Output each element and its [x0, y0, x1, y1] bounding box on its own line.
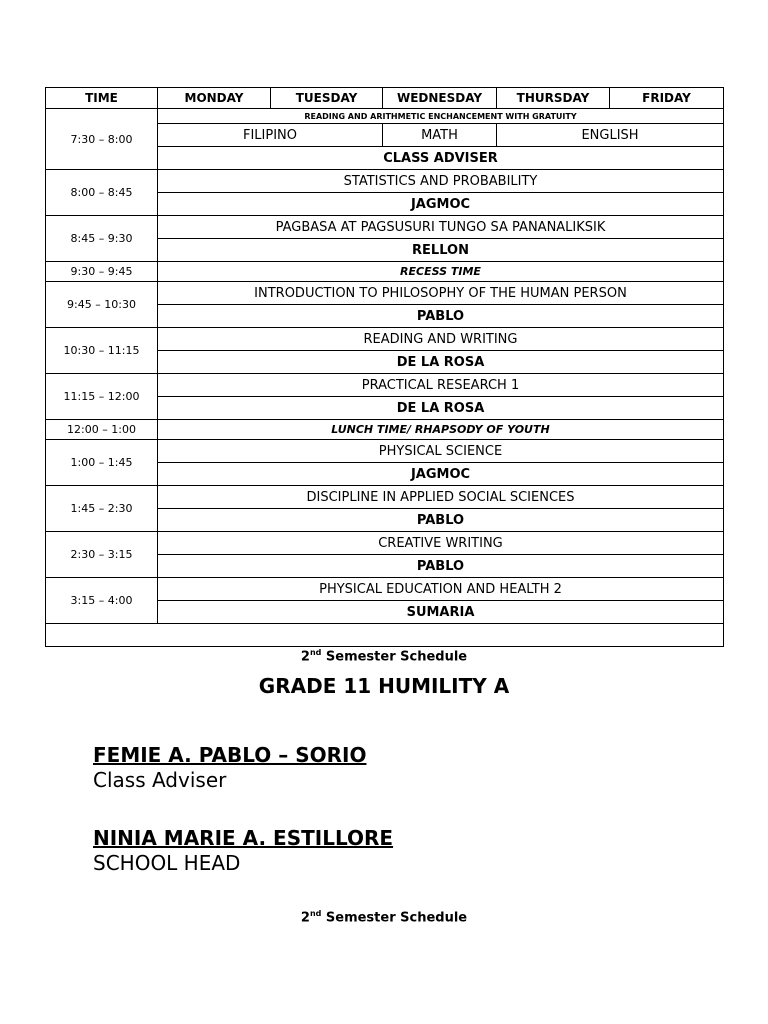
teacher-cell: PABLO — [158, 555, 724, 578]
subject-english: ENGLISH — [497, 124, 724, 147]
grade-title: GRADE 11 HUMILITY A — [258, 674, 510, 698]
subject-cell: READING AND WRITING — [158, 328, 724, 351]
teacher-cell: RELLON — [158, 239, 724, 262]
time-cell: 7:30 – 8:00 — [46, 109, 158, 170]
teacher-cell: PABLO — [158, 305, 724, 328]
table-row — [46, 262, 724, 282]
enhancement-banner: READING AND ARITHMETIC ENCHANCEMENT WITH GRATUITY — [158, 109, 724, 124]
caption-ordinal: 2 — [300, 649, 310, 665]
subject-math: MATH — [383, 124, 497, 147]
caption-suffix: nd — [309, 648, 322, 657]
subject-cell: DISCIPLINE IN APPLIED SOCIAL SCIENCES — [158, 486, 724, 509]
break-cell: LUNCH TIME/ RHAPSODY OF YOUTH — [158, 420, 724, 440]
teacher-cell: CLASS ADVISER — [158, 147, 724, 170]
table-row — [46, 282, 724, 305]
adviser-role: Class Adviser — [93, 768, 227, 792]
header-time: TIME — [46, 88, 158, 109]
subject-cell: CREATIVE WRITING — [158, 532, 724, 555]
head-name: NINIA MARIE A. ESTILLORE — [93, 826, 394, 850]
subject-cell: PHYSICAL EDUCATION AND HEALTH 2 — [158, 578, 724, 601]
time-cell: 11:15 – 12:00 — [46, 374, 158, 420]
teacher-cell: SUMARIA — [158, 601, 724, 624]
break-cell: RECESS TIME — [158, 262, 724, 282]
subject-filipino: FILIPINO — [158, 124, 383, 147]
time-cell: 8:00 – 8:45 — [46, 170, 158, 216]
time-cell: 1:45 – 2:30 — [46, 486, 158, 532]
header-thursday: THURSDAY — [497, 88, 610, 109]
caption-suffix: nd — [309, 909, 322, 918]
empty-row — [46, 624, 724, 647]
subject-cell: PRACTICAL RESEARCH 1 — [158, 374, 724, 397]
table-row — [46, 170, 724, 193]
table-row — [46, 328, 724, 351]
header-monday: MONDAY — [158, 88, 271, 109]
teacher-cell: DE LA ROSA — [158, 397, 724, 420]
adviser-name: FEMIE A. PABLO – SORIO — [93, 743, 367, 767]
table-row — [46, 420, 724, 440]
header-wednesday: WEDNESDAY — [383, 88, 497, 109]
semester-caption — [0, 648, 768, 664]
caption-text: Semester Schedule — [321, 649, 468, 665]
subject-cell: PHYSICAL SCIENCE — [158, 440, 724, 463]
table-row — [46, 578, 724, 601]
table-row — [46, 109, 724, 124]
subject-cell: STATISTICS AND PROBABILITY — [158, 170, 724, 193]
table-row — [46, 374, 724, 397]
time-cell: 8:45 – 9:30 — [46, 216, 158, 262]
table-row — [46, 216, 724, 239]
semester-caption-footer — [0, 909, 768, 925]
table-row — [46, 486, 724, 509]
empty-cell — [46, 624, 724, 647]
teacher-cell: JAGMOC — [158, 463, 724, 486]
table-row — [46, 532, 724, 555]
teacher-cell: DE LA ROSA — [158, 351, 724, 374]
header-tuesday: TUESDAY — [271, 88, 383, 109]
time-cell: 2:30 – 3:15 — [46, 532, 158, 578]
time-cell: 3:15 – 4:00 — [46, 578, 158, 624]
time-cell: 9:30 – 9:45 — [46, 262, 158, 282]
time-cell: 9:45 – 10:30 — [46, 282, 158, 328]
caption-ordinal: 2 — [300, 910, 310, 926]
schedule-table — [45, 87, 724, 647]
header-row — [46, 88, 724, 109]
time-cell: 10:30 – 11:15 — [46, 328, 158, 374]
teacher-cell: PABLO — [158, 509, 724, 532]
table-row — [46, 440, 724, 463]
teacher-cell: JAGMOC — [158, 193, 724, 216]
time-cell: 1:00 – 1:45 — [46, 440, 158, 486]
caption-text: Semester Schedule — [321, 910, 468, 926]
subject-cell: PAGBASA AT PAGSUSURI TUNGO SA PANANALIKSIK — [158, 216, 724, 239]
time-cell: 12:00 – 1:00 — [46, 420, 158, 440]
head-role: SCHOOL HEAD — [93, 851, 241, 875]
subject-cell: INTRODUCTION TO PHILOSOPHY OF THE HUMAN PERSON — [158, 282, 724, 305]
header-friday: FRIDAY — [610, 88, 724, 109]
